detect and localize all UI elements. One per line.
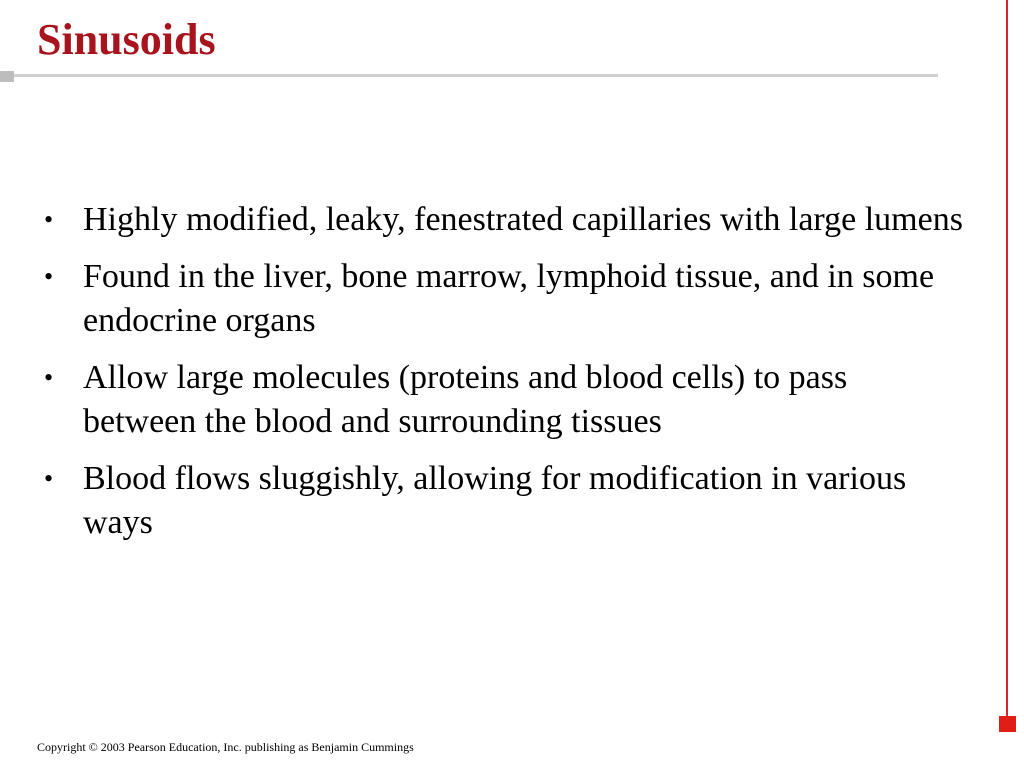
decorative-grey-square <box>0 71 14 82</box>
title-divider <box>14 74 938 77</box>
bullet-text: Found in the liver, bone marrow, lymphoid tissue, and in some endocrine organs <box>83 258 935 339</box>
bullet-item <box>44 255 964 343</box>
bullet-text: Blood flows sluggishly, allowing for modification in various ways <box>83 460 907 541</box>
bullet-list <box>44 198 964 558</box>
copyright-footer: Copyright © 2003 Pearson Education, Inc. publishing as Benjamin Cummings <box>37 740 414 754</box>
bullet-icon: • <box>44 363 54 392</box>
slide-title: Sinusoids <box>37 15 216 64</box>
bullet-text: Allow large molecules (proteins and blood cells) to pass between the blood and surrounding tissues <box>83 359 848 440</box>
decorative-red-square <box>999 716 1016 732</box>
bullet-item <box>44 356 964 444</box>
bullet-icon: • <box>44 262 54 291</box>
bullet-item <box>44 457 964 545</box>
bullet-text: Highly modified, leaky, fenestrated capillaries with large lumens <box>83 201 963 238</box>
right-border-line <box>1006 0 1008 716</box>
bullet-icon: • <box>44 205 54 234</box>
bullet-item <box>44 198 964 242</box>
bullet-icon: • <box>44 464 54 493</box>
